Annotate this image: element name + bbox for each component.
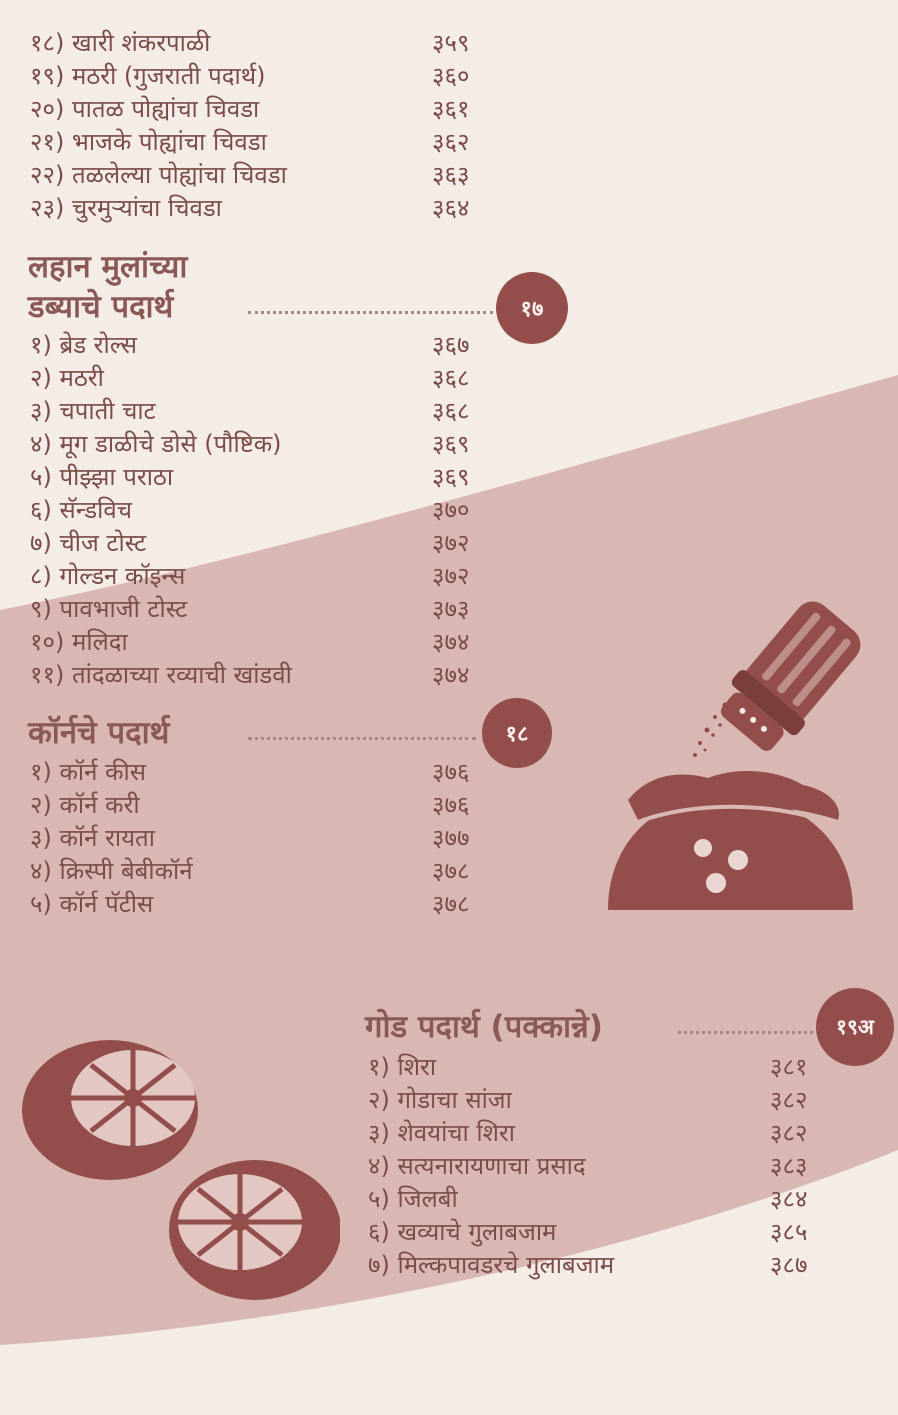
- taco-icon: [598, 760, 860, 920]
- item-name: खव्याचे गुलाबजाम: [397, 1218, 557, 1246]
- item-name: भाजके पोह्यांचा चिवडा: [71, 128, 267, 156]
- leader-dots: [248, 737, 476, 740]
- lemon-half-icon: [15, 1030, 340, 1300]
- item-number: ३): [30, 397, 52, 425]
- item-number: ३): [368, 1119, 390, 1147]
- item-name: कॉर्न पॅटीस: [59, 890, 154, 918]
- item-number: १०): [30, 628, 65, 656]
- page-number: ३७३: [432, 595, 470, 623]
- item-number: २): [30, 791, 52, 819]
- item-name: क्रिस्पी बेबीकॉर्न: [59, 857, 193, 885]
- item-number: ७): [368, 1251, 390, 1279]
- item-number: २): [368, 1086, 390, 1114]
- item-number: १९): [30, 62, 65, 90]
- item-number: ९): [30, 595, 52, 623]
- item-number: ५): [30, 463, 52, 491]
- item-name: शिरा: [397, 1053, 437, 1081]
- item-number: ४): [30, 430, 52, 458]
- item-number: २२): [30, 161, 65, 189]
- page-number: ३६९: [432, 463, 470, 491]
- page-number: ३८७: [770, 1251, 808, 1279]
- item-name: गोडाचा सांजा: [397, 1086, 512, 1114]
- item-number: ५): [368, 1185, 390, 1213]
- item-name: मठरी: [59, 364, 104, 392]
- page-number: ३७२: [432, 529, 470, 557]
- chapter-number-badge: १९अ: [816, 988, 894, 1066]
- item-number: २): [30, 364, 52, 392]
- page-number: ३८३: [770, 1152, 808, 1180]
- item-number: १): [368, 1053, 390, 1081]
- item-name: चीज टोस्ट: [59, 529, 147, 557]
- item-name: मलिदा: [71, 628, 128, 656]
- item-number: ११): [30, 661, 65, 689]
- page-number: ३७४: [432, 628, 470, 656]
- salt-shaker-icon: [665, 585, 865, 765]
- section-title-line1: लहान मुलांच्या: [28, 249, 188, 285]
- page-number: ३७६: [432, 791, 470, 819]
- item-number: २१): [30, 128, 65, 156]
- page-number: ३८५: [770, 1218, 808, 1246]
- item-name: ब्रेड रोल्स: [59, 331, 138, 359]
- item-number: ४): [368, 1152, 390, 1180]
- item-name: सॅन्डविच: [59, 496, 132, 524]
- item-name: कॉर्न कीस: [59, 758, 146, 786]
- page-number: ३८४: [770, 1185, 808, 1213]
- item-name: पीझ्झा पराठा: [59, 463, 174, 491]
- section-title: गोड पदार्थ (पक्कान्ने): [365, 1009, 603, 1045]
- page-number: ३७४: [432, 661, 470, 689]
- item-name: मिल्कपावडरचे गुलाबजाम: [397, 1251, 615, 1279]
- item-name: कॉर्न करी: [59, 791, 140, 819]
- page-number: ३६९: [432, 430, 470, 458]
- item-number: २०): [30, 95, 65, 123]
- item-name: तळलेल्या पोह्यांचा चिवडा: [71, 161, 287, 189]
- section-title: कॉर्नचे पदार्थ: [28, 715, 170, 751]
- leader-dots: [248, 311, 493, 314]
- item-name: कॉर्न रायता: [59, 824, 155, 852]
- page-number: ३६७: [432, 331, 470, 359]
- item-number: ६): [30, 496, 52, 524]
- page-number: ३६४: [432, 194, 470, 222]
- page-number: ३६८: [432, 364, 470, 392]
- item-name: मठरी (गुजराती पदार्थ): [71, 62, 266, 90]
- page-number: ३८१: [770, 1053, 808, 1081]
- page-number: ३६२: [432, 128, 470, 156]
- item-name: शेवयांचा शिरा: [397, 1119, 515, 1147]
- page-number: ३५९: [432, 29, 470, 57]
- page-number: ३७८: [432, 857, 470, 885]
- item-name: गोल्डन कॉइन्स: [59, 562, 186, 590]
- item-number: २३): [30, 194, 65, 222]
- item-number: ८): [30, 562, 52, 590]
- item-number: १८): [30, 29, 65, 57]
- item-number: ७): [30, 529, 52, 557]
- chapter-number-badge: १७: [496, 272, 568, 344]
- item-name: चपाती चाट: [59, 397, 156, 425]
- item-name: सत्यनारायणाचा प्रसाद: [397, 1152, 586, 1180]
- item-number: ५): [30, 890, 52, 918]
- page-number: ३७२: [432, 562, 470, 590]
- item-name: तांदळाच्या रव्याची खांडवी: [71, 661, 292, 689]
- item-name: खारी शंकरपाळी: [71, 29, 211, 57]
- page-number: ३८२: [770, 1086, 808, 1114]
- item-number: १): [30, 331, 52, 359]
- page-number: ३७०: [432, 496, 470, 524]
- item-name: पावभाजी टोस्ट: [59, 595, 188, 623]
- section-title-line2: डब्याचे पदार्थ: [28, 289, 174, 325]
- page-number: ३६०: [432, 62, 470, 90]
- item-number: ६): [368, 1218, 390, 1246]
- item-name: मूग डाळीचे डोसे (पौष्टिक): [59, 430, 282, 458]
- item-name: जिलबी: [397, 1185, 458, 1213]
- item-name: चुरमुऱ्यांचा चिवडा: [71, 194, 222, 222]
- item-number: ३): [30, 824, 52, 852]
- page-number: ३७८: [432, 890, 470, 918]
- page-number: ३६८: [432, 397, 470, 425]
- page-number: ३८२: [770, 1119, 808, 1147]
- leader-dots: [678, 1031, 813, 1034]
- page-number: ३७७: [432, 824, 470, 852]
- item-name: पातळ पोह्यांचा चिवडा: [71, 95, 260, 123]
- chapter-number-badge: १८: [482, 698, 552, 768]
- page-number: ३६३: [432, 161, 470, 189]
- item-number: १): [30, 758, 52, 786]
- page-number: ३७६: [432, 758, 470, 786]
- page-number: ३६१: [432, 95, 470, 123]
- item-number: ४): [30, 857, 52, 885]
